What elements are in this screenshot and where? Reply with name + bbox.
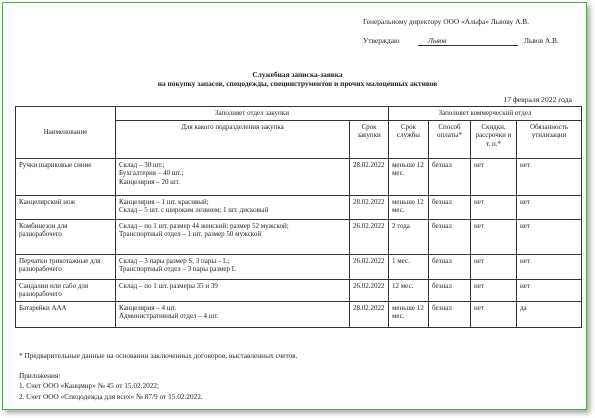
payment-method-cell: безнал [429,159,471,196]
item-name-cell: Ручки шариковые синие [16,159,116,196]
service-life-cell: 2 года [389,220,429,255]
item-name-cell: Перчатки трикотажные для разнорабочего [16,255,116,280]
table-row [16,196,582,220]
department-line: Склад – по 1 шт. размер 44 женский; размер 52 мужской; [119,222,289,230]
table-row [16,302,582,328]
service-life-cell: 12 мес. [389,280,429,302]
addressee-line: Генеральному директору ООО «Альфа» Львову А.В. [363,17,530,26]
attachment-item: 1. Счет ООО «Канцмир» № 45 от 15.02.2022; [19,381,160,390]
department-line: Канцелярия – 20 шт. [119,177,180,186]
item-name-cell: Комбинезон для разнорабочего [16,220,116,255]
department-line: Склад – 5 шт. с широким лезвием; 1 шт. дисковый [119,206,269,215]
item-name-cell: Канцелярский нож [16,196,116,220]
disposal-cell: нет [517,220,582,255]
footnote: * Предварительные данные на основании заключенных договоров, выставленных счетов. [19,351,298,360]
department-cell [116,280,350,302]
approver-name: Львов А.В. [524,36,559,45]
document-title: Служебная записка-заявка [252,70,343,79]
department-line: Склад – по 1 шт. размеры 35 и 39 [119,282,218,290]
col-life-header: Срок службы [389,121,429,159]
disposal-cell: да [517,302,582,328]
payment-method-cell: безнал [429,196,471,220]
department-cell [116,302,350,328]
table-row [16,280,582,302]
item-name-cell: Батарейки ААА [16,302,116,328]
purchase-term-cell: 28.02.2022 [350,302,389,328]
disposal-cell: нет [517,196,582,220]
purchase-term-cell: 26.02.2022 [350,280,389,302]
purchase-term-cell: 26.02.2022 [350,220,389,255]
signature: Львов [418,36,518,46]
department-line: Бухгалтерия – 40 шт.; [119,169,184,178]
table-body [16,159,582,328]
service-life-cell: 1 мес. [389,255,429,280]
service-life-cell: меньше 12 мес. [389,302,429,328]
service-life-cell: меньше 12 мес. [389,196,429,220]
disposal-cell: нет [517,159,582,196]
department-line: Транспортный отдел – 1 шт. размер 50 мужской [119,230,262,239]
department-line: Административный отдел – 4 шт. [119,312,219,321]
col-disposal-header: Обязанность утилизации [517,121,582,159]
procurement-group-header: Заполняет отдел закупки [116,107,389,121]
col-name-header: Наименование [16,107,116,159]
department-cell [116,255,350,280]
table-row [16,220,582,255]
approve-label: Утверждаю [363,36,400,45]
purchase-term-cell: 28.02.2022 [350,159,389,196]
payment-method-cell: безнал [429,280,471,302]
discount-cell: нет [471,302,517,328]
document-date: 17 февраля 2022 года [503,95,572,104]
discount-cell: нет [471,280,517,302]
discount-cell: нет [471,196,517,220]
commercial-group-header: Заполняет коммерческий отдел [389,107,582,121]
discount-cell: нет [471,255,517,280]
col-discount-header: Скидки, рассрочки и т. п.* [471,121,517,159]
department-line: Канцелярия – 4 шт. [119,304,177,312]
attachment-item: 2. Счет ООО «Спецодежда для всех» № 87/9 от 15.02.2022. [19,392,203,401]
col-term-header: Срок закупки [350,121,389,159]
attachments-title: Приложения: [19,371,61,380]
col-department-header: Для какого подразделения закупка [116,121,350,159]
table-row [16,159,582,196]
discount-cell: нет [471,220,517,255]
table-row [16,255,582,280]
item-name-cell: Сандалии или сабо для разнорабочего [16,280,116,302]
approval-line [363,36,559,45]
disposal-cell: нет [517,280,582,302]
department-cell [116,196,350,220]
department-cell [116,159,350,196]
department-cell [116,220,350,255]
department-line: Транспортный отдел – 3 пары размер L [119,265,237,274]
request-table [15,106,582,328]
department-line: Склад – 30 шт.; [119,161,165,169]
purchase-term-cell: 26.02.2022 [350,255,389,280]
disposal-cell: нет [517,255,582,280]
document-subtitle: на покупку запасов, спецодежды, специнструментов и прочих малоценных активов [157,79,438,88]
service-life-cell: меньше 12 мес. [389,159,429,196]
payment-method-cell: безнал [429,255,471,280]
payment-method-cell: безнал [429,302,471,328]
department-line: Склад – 3 пары размер S, 3 пары – L; [119,257,230,265]
purchase-term-cell: 28.02.2022 [350,196,389,220]
col-payment-header: Способ оплаты* [429,121,471,159]
department-line: Канцелярия – 1 шт. красивый; [119,198,209,206]
payment-method-cell: безнал [429,220,471,255]
discount-cell: нет [471,159,517,196]
